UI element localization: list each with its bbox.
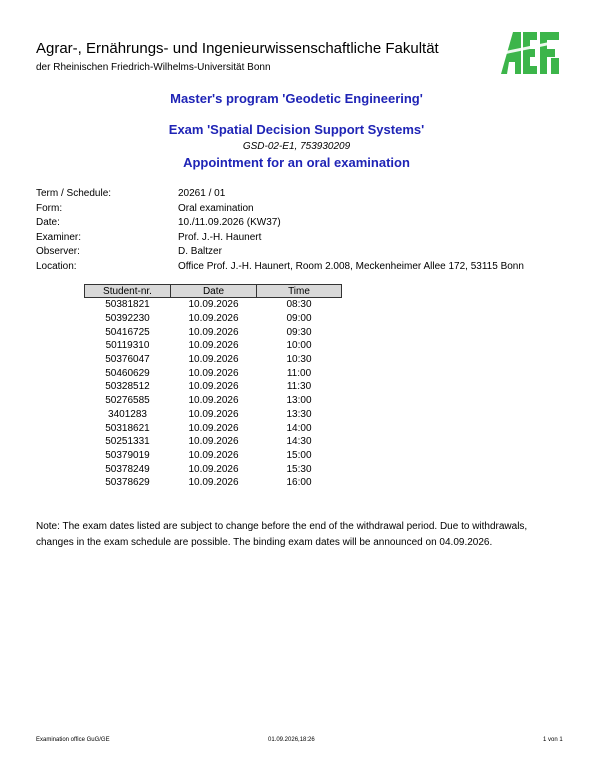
table-row: [85, 366, 342, 380]
student-number-cell: 50328512: [105, 381, 150, 393]
student-number-cell: 50378629: [105, 477, 150, 489]
withdrawal-note: Note: The exam dates listed are subject to change before the end of the withdrawal period. Due to withdrawals, changes in the exam schedule are possible. The binding exam dates will be announced on 04.09.2026.: [36, 521, 528, 548]
date-cell: 10.09.2026: [188, 354, 239, 366]
info-label: Date:: [36, 217, 60, 229]
schedule-body: [85, 298, 342, 490]
appointment-title: Appointment for an oral examination: [183, 155, 410, 170]
schedule-table: [84, 284, 342, 490]
info-value: Oral examination: [178, 202, 254, 214]
student-number-cell: 50416725: [105, 326, 150, 338]
time-cell: 16:00: [286, 477, 312, 489]
info-value: Office Prof. J.-H. Haunert, Room 2.008, Meckenheimer Allee 172, 53115 Bonn: [178, 260, 524, 272]
date-cell: 10.09.2026: [188, 326, 239, 338]
time-cell: 10:30: [286, 354, 312, 366]
footer-timestamp: 01.09.2026,18:26: [268, 737, 315, 743]
footer-office: Examination office GuG/GE: [36, 737, 110, 743]
university-subtitle: der Rheinischen Friedrich-Wilhelms-Universität Bonn: [36, 62, 271, 73]
time-cell: 13:30: [286, 408, 312, 420]
time-cell: 10:00: [286, 340, 312, 352]
time-cell: 11:00: [286, 367, 312, 379]
info-label: Location:: [36, 260, 77, 272]
student-number-cell: 50460629: [105, 367, 150, 379]
date-cell: 10.09.2026: [188, 436, 239, 448]
time-cell: 14:00: [286, 422, 312, 434]
table-row: [85, 462, 342, 476]
table-row: [85, 408, 342, 422]
student-number-cell: 50376047: [105, 354, 150, 366]
table-row: [85, 394, 342, 408]
date-cell: 10.09.2026: [188, 449, 239, 461]
time-cell: 14:30: [286, 436, 312, 448]
date-cell: 10.09.2026: [188, 477, 239, 489]
table-row: [85, 421, 342, 435]
student-number-cell: 50378249: [105, 463, 150, 475]
student-number-cell: 3401283: [108, 408, 147, 420]
info-label: Term / Schedule:: [36, 188, 112, 199]
table-row: [85, 353, 342, 367]
faculty-logo: [501, 32, 559, 74]
column-header-student: Student-nr.: [85, 285, 171, 298]
date-cell: 10.09.2026: [188, 408, 239, 420]
exam-title: Exam 'Spatial Decision Support Systems': [168, 122, 425, 137]
table-row: [85, 339, 342, 353]
faculty-title: Agrar-, Ernährungs- und Ingenieurwissenschaftliche Fakultät: [36, 40, 439, 57]
date-cell: 10.09.2026: [188, 395, 239, 407]
date-cell: 10.09.2026: [188, 463, 239, 475]
table-row: [85, 325, 342, 339]
date-cell: 10.09.2026: [188, 340, 239, 352]
time-cell: 13:00: [286, 395, 312, 407]
info-label: Observer:: [36, 246, 80, 258]
time-cell: 08:30: [286, 299, 312, 311]
footer-page-number: 1 von 1: [543, 737, 563, 743]
time-cell: 11:30: [286, 381, 312, 393]
exam-code: GSD-02-E1, 753930209: [242, 141, 351, 152]
date-cell: 10.09.2026: [188, 367, 239, 379]
date-cell: 10.09.2026: [188, 313, 239, 325]
table-row: [85, 380, 342, 394]
info-value: Prof. J.-H. Haunert: [178, 231, 262, 243]
info-value: 10./11.09.2026 (KW37): [178, 217, 281, 229]
table-row: [85, 312, 342, 326]
time-cell: 15:30: [286, 463, 312, 475]
date-cell: 10.09.2026: [188, 381, 239, 393]
student-number-cell: 50276585: [105, 395, 150, 407]
info-value: 20261 / 01: [178, 188, 226, 199]
table-row: [85, 476, 342, 490]
column-header-date: Date: [171, 285, 257, 298]
student-number-cell: 50381821: [105, 299, 150, 311]
info-label: Form:: [36, 202, 63, 214]
date-cell: 10.09.2026: [188, 299, 239, 311]
schedule-header-row: [85, 285, 342, 298]
info-value: D. Baltzer: [178, 246, 222, 258]
column-header-time: Time: [257, 285, 342, 298]
table-row: [85, 435, 342, 449]
date-cell: 10.09.2026: [188, 422, 239, 434]
time-cell: 09:00: [286, 313, 312, 325]
student-number-cell: 50119310: [105, 340, 150, 352]
table-row: [85, 449, 342, 463]
info-label: Examiner:: [36, 231, 82, 243]
student-number-cell: 50392230: [105, 313, 150, 325]
table-row: [85, 298, 342, 312]
time-cell: 09:30: [286, 326, 312, 338]
student-number-cell: 50379019: [105, 449, 150, 461]
time-cell: 15:00: [286, 449, 312, 461]
student-number-cell: 50318621: [105, 422, 150, 434]
student-number-cell: 50251331: [105, 436, 150, 448]
program-title: Master's program 'Geodetic Engineering': [170, 91, 423, 106]
